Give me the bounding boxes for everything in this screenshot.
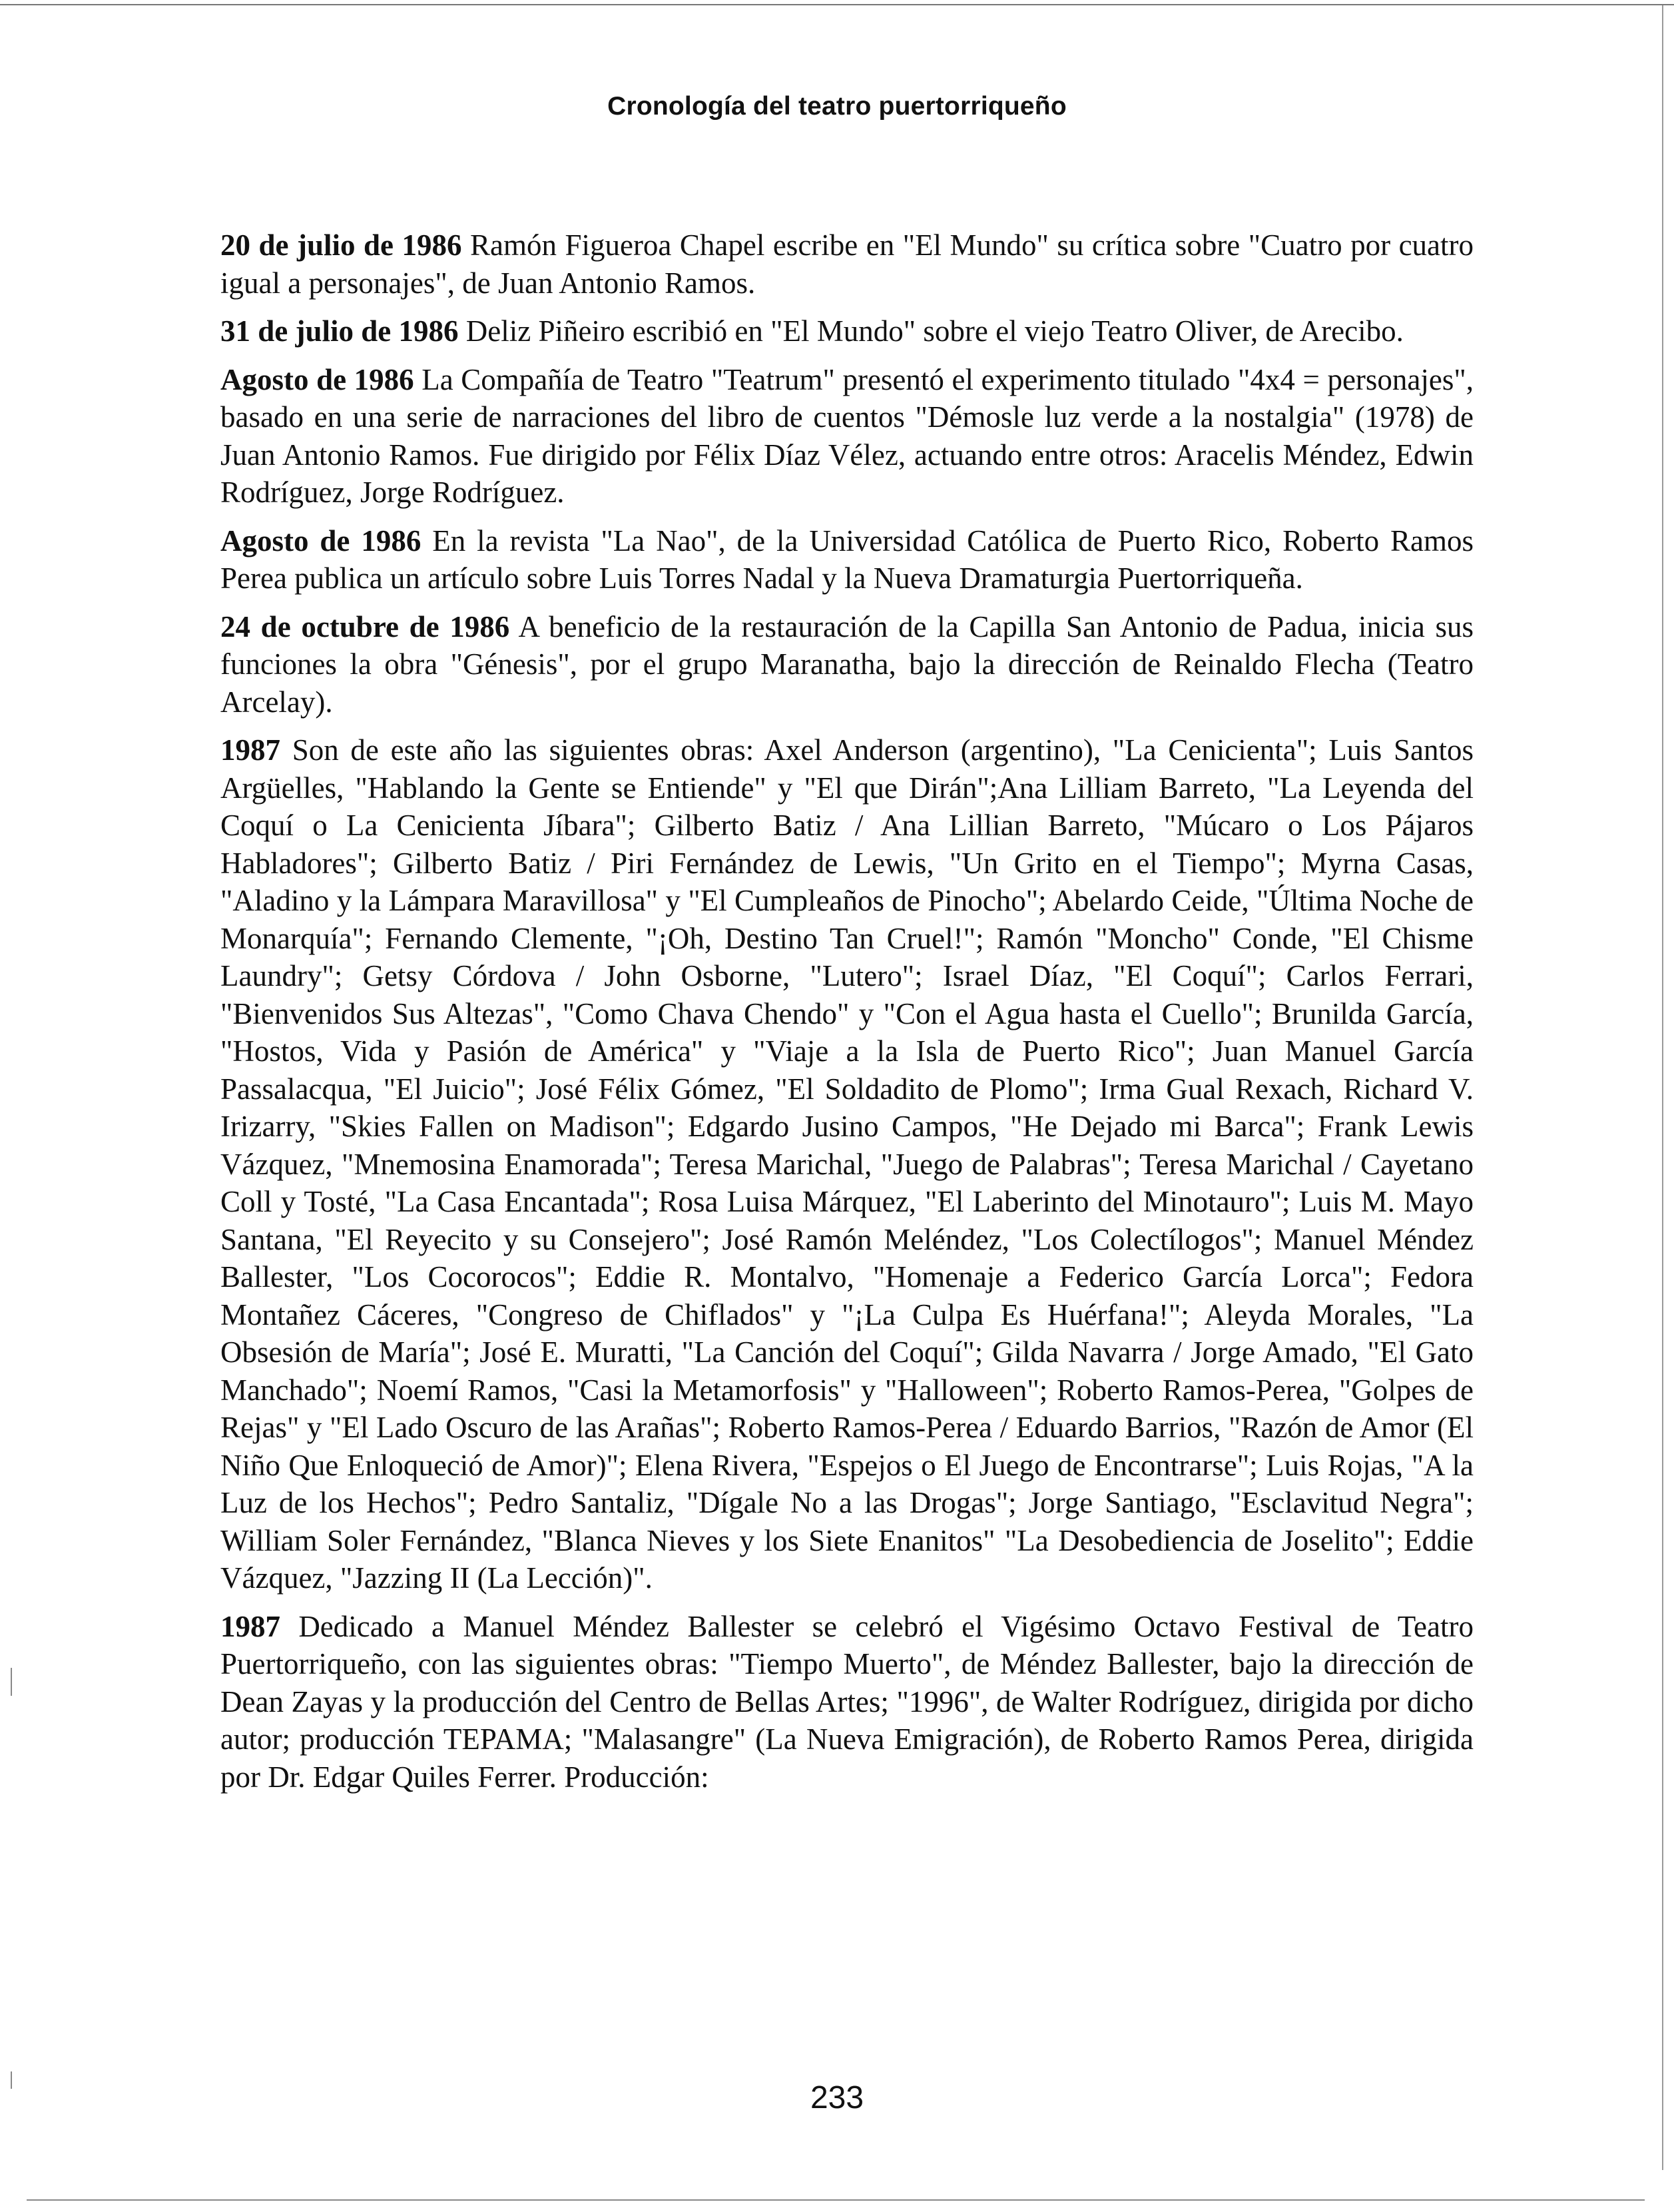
page-number: 233 <box>810 2080 864 2115</box>
entry-date: 1987 <box>220 733 280 767</box>
chronology-entry <box>220 312 1474 350</box>
chronology-entry <box>220 1608 1474 1796</box>
entry-text: Ramón Figueroa Chapel escribe en "El Mundo" su crítica sobre "Cuatro por cuatro igual a personajes", de Juan Antonio Ramos. <box>220 228 1474 300</box>
entry-text: Deliz Piñeiro escribió en "El Mundo" sobre el viejo Teatro Oliver, de Arecibo. <box>465 314 1404 348</box>
chronology-entry <box>220 361 1474 512</box>
entry-text: Dedicado a Manuel Méndez Ballester se celebró el Vigésimo Octavo Festival de Teatro Puertorriqueño, con las siguientes obras: "Tiempo Muerto", de Méndez Ballester, bajo la dirección de Dean Zayas y la producción del Centro de Bellas Artes; "1996", de Walter Rodríguez, dirigida por dicho autor; producción TEPAMA; "Malasangre" (La Nueva Emigración), de Roberto Ramos Perea, dirigida por Dr. Edgar Quiles Ferrer. Producción: <box>220 1609 1474 1794</box>
entry-date: 31 de julio de 1986 <box>220 314 459 348</box>
entry-text: La Compañía de Teatro "Teatrum" presentó el experimento titulado "4x4 = personajes", basado en una serie de narraciones del libro de cuentos "Démosle luz verde a la nostalgia" (1978) de Juan Antonio Ramos. Fue dirigido por Félix Díaz Vélez, actuando entre otros: Aracelis Méndez, Edwin Rodríguez, Jorge Rodríguez. <box>220 362 1474 509</box>
entry-text: En la revista "La Nao", de la Universidad Católica de Puerto Rico, Roberto Ramos Perea publica un artículo sobre Luis Torres Nadal y la Nueva Dramaturgia Puertorriqueña. <box>220 524 1474 595</box>
running-header: Cronología del teatro puertorriqueño <box>607 92 1067 121</box>
chronology-entry <box>220 608 1474 721</box>
entry-date: Agosto de 1986 <box>220 362 414 396</box>
entry-date: Agosto de 1986 <box>220 524 421 557</box>
chronology-entry <box>220 731 1474 1597</box>
chronology-body <box>220 226 1474 1806</box>
entry-date: 1987 <box>220 1609 280 1643</box>
chronology-entry <box>220 226 1474 302</box>
entry-date: 20 de julio de 1986 <box>220 228 462 262</box>
entry-text: Son de este año las siguientes obras: Axel Anderson (argentino), "La Cenicienta"; Luis Santos Argüelles, "Hablando la Gente se Entiende" y "El que Dirán";Ana Lilliam Barreto, "La Leyenda del Coquí o La Cenicienta Jíbara"; Gilberto Batiz / Ana Lillian Barreto, "Múcaro o Los Pájaros Habladores"; Gilberto Batiz / Piri Fernández de Lewis, "Un Grito en el Tiempo"; Myrna Casas, "Aladino y la Lámpara Maravillosa" y "El Cumpleaños de Pinocho"; Abelardo Ceide, "Última Noche de Monarquía"; Fernando Clemente, "¡Oh, Destino Tan Cruel!"; Ramón "Moncho" Conde, "El Chisme Laundry"; Getsy Córdova / John Osborne, "Lutero"; Israel Díaz, "El Coquí"; Carlos Ferrari, "Bienvenidos Sus Altezas", "Como Chava Chendo" y "Con el Agua hasta el Cuello"; Brunilda García, "Hostos, Vida y Pasión de América" y "Viaje a la Isla de Puerto Rico"; Juan Manuel García Passalacqua, "El Juicio"; José Félix Gómez, "El Soldadito de Plomo"; Irma Gual Rexach, Richard V. Irizarry, "Skies Fallen on Madison"; Edgardo Jusino Campos, "He Dejado mi Barca"; Frank Lewis Vázquez, "Mnemosina Enamorada"; Teresa Marichal, "Juego de Palabras"; Teresa Marichal / Cayetano Coll y Tosté, "La Casa Encantada"; Rosa Luisa Márquez, "El Laberinto del Minotauro"; Luis M. Mayo Santana, "El Reyecito y su Consejero"; José Ramón Meléndez, "Los Colectílogos"; Manuel Méndez Ballester, "Los Cocorocos"; Eddie R. Montalvo, "Homenaje a Federico García Lorca"; Fedora Montañez Cáceres, "Congreso de Chiflados" y "¡La Culpa Es Huérfana!"; Aleyda Morales, "La Obsesión de María"; José E. Muratti, "La Canción del Coquí"; Gilda Navarra / Jorge Amado, "El Gato Manchado"; Noemí Ramos, "Casi la Metamorfosis" y "Halloween"; Roberto Ramos-Perea, "Golpes de Rejas" y "El Lado Oscuro de las Arañas"; Roberto Ramos-Perea / Eduardo Barrios, "Razón de Amor (El Niño Que Enloqueció de Amor)"; Elena Rivera, "Espejos o El Juego de Encontrarse"; Luis Rojas, "A la Luz de los Hechos"; Pedro Santaliz, "Dígale No a las Drogas"; Jorge Santiago, "Esclavitud Negra"; William Soler Fernández, "Blanca Nieves y los Siete Enanitos" "La Desobediencia de Joselito"; Eddie Vázquez, "Jazzing II (La Lección)". <box>220 733 1474 1595</box>
chronology-entry <box>220 522 1474 597</box>
top-border-line <box>0 4 1674 5</box>
entry-date: 24 de octubre de 1986 <box>220 609 510 643</box>
right-border-line <box>1662 5 1663 2170</box>
entry-text: A beneficio de la restauración de la Capilla San Antonio de Padua, inicia sus funciones la obra "Génesis", por el grupo Maranatha, bajo la dirección de Reinaldo Flecha (Teatro Arcelay). <box>220 609 1474 719</box>
bottom-border-line <box>27 2199 1645 2201</box>
left-margin-mark <box>11 1668 12 1696</box>
